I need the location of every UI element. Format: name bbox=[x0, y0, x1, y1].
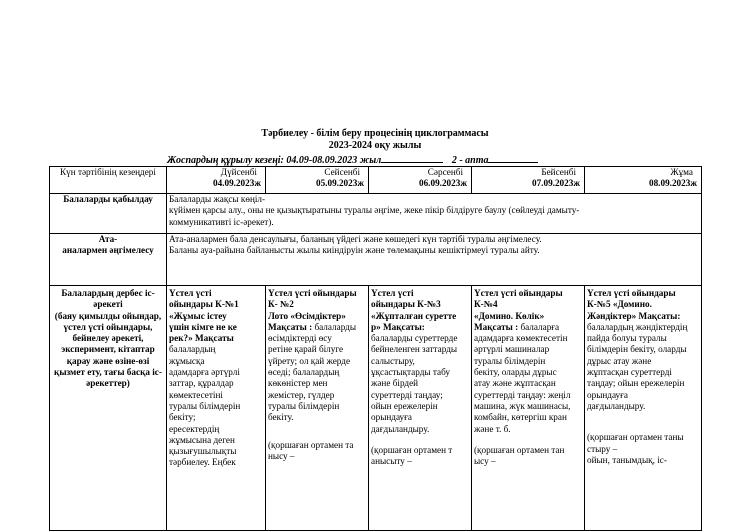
parents-row bbox=[50, 234, 702, 286]
activity-body: балалардың жұмысқа адамдарға әртүрлі заттар, құралдар көмектесетіні туралы білімдерін бекіту; ересектердің жұмысына деген қызығушылықты тәрбиелеу. Еңбек bbox=[169, 344, 241, 468]
activity-title: Үстел үсті ойындары К-№3 «Жұпталған суретте р» Мақсаты: bbox=[371, 288, 457, 332]
day-date: 06.09.2023ж bbox=[418, 178, 467, 189]
day-header bbox=[167, 167, 266, 194]
activity-note: (қоршаған ортамен таны стыру – ойын, танымдық, іс- bbox=[587, 432, 684, 465]
day-name: Дүйсенбі bbox=[220, 167, 257, 177]
parents-text bbox=[167, 234, 702, 286]
day-name: Сәрсенбі bbox=[427, 167, 463, 177]
activity-cell-wednesday bbox=[369, 286, 472, 531]
reception-text: Балаларды жақсы көңіл- күйімен қарсы алу., оны не қызықтыратыны туралы әңгіме, жеке пікір білдіруге баулу (сөйлеуді дамыту- коммуникативті іс-әрекет). bbox=[167, 194, 702, 234]
activity-label: Балалардың дербес іс-әрекеті (баяу қимылды ойындар, үстел үсті ойындары, бейнелеу әрекеті, эксперимент, кітаптар қарау және өзіне-өзі қызмет ету, тағы басқа іс-әрекеттер) bbox=[50, 286, 167, 531]
activity-note: (қоршаған ортамен т анысыту – bbox=[371, 444, 453, 467]
day-date: 07.09.2023ж bbox=[531, 178, 580, 189]
document-title: Тәрбиелеу - білім беру процесінің циклограммасы bbox=[261, 128, 489, 139]
reception-label: Балаларды қабылдау bbox=[50, 194, 167, 234]
day-date: 08.09.2023ж bbox=[648, 178, 697, 189]
header-row bbox=[50, 167, 702, 194]
plan-period bbox=[167, 153, 538, 166]
day-header bbox=[369, 167, 472, 194]
activity-note: (қоршаған ортамен та нысу – bbox=[268, 439, 354, 461]
blank-line bbox=[381, 153, 443, 163]
parents-text-line: Баланы ауа-райына байланысты жылы киіндіруін және төлемақыны кешіктірмеуі туралы айту. bbox=[169, 245, 540, 256]
activity-cell-monday bbox=[167, 286, 266, 531]
activity-cell-friday bbox=[585, 286, 702, 531]
parents-label: Ата- аналармен әңгімелесу bbox=[50, 234, 167, 286]
day-name: Сейсенбі bbox=[324, 167, 360, 177]
day-date: 04.09.2023ж bbox=[212, 178, 261, 189]
activity-title: Үстел үсті ойындары К-№5 «Домино. Жәндіктер» Мақсаты: bbox=[587, 288, 681, 321]
activity-title: Үстел үсті ойындары К- №2 Лото «Өсімдіктер» Мақсаты : bbox=[268, 288, 357, 332]
day-name: Жұма bbox=[670, 167, 693, 177]
activity-body: балалардың жәндіктердің пайда болуы туралы білімдерін бекіту, оларды дұрыс атау және жұптасқан суреттерді таңдау; ойын ережелерін орындауға дағдыландыру. bbox=[587, 321, 688, 411]
activity-body: балаларды суреттерде бейнеленген заттарды салыстыру, ұқсастықтарды табу және бірдей суреттерді таңдау; ойын ережелерін орындауға дағдыландыру. bbox=[371, 333, 458, 434]
day-name: Бейсенбі bbox=[541, 167, 576, 177]
blank-line bbox=[488, 153, 538, 163]
academic-year: 2023-2024 оқу жылы bbox=[328, 140, 422, 151]
day-header bbox=[585, 167, 702, 194]
plan-period-label: Жоспардың құрылу кезеңі: 04.09-08.09.2023 жыл bbox=[167, 155, 382, 166]
activity-title: Үстел үсті ойындары К-№1 «Жұмыс істеу үшін кімге не ке рек?» Мақсаты bbox=[169, 288, 239, 344]
activity-body: балаларды өсімдіктерді өсу ретіне қарай білуге үйрету; ол қай жерде өседі; балалардың көкөністер мен жемістер, гүлдер туралы білімдерін бекіту. bbox=[268, 321, 357, 423]
week-label: 2 - апта bbox=[451, 155, 489, 166]
reception-row bbox=[50, 194, 702, 234]
activity-body: балаларға адамдарға көмектесетін әртүрлі машиналар туралы білімдерін бекіту, оларды дұрыс атау және жұптасқан суреттерді таңдау: жеңіл машина, жүк машинасы, комбайн, көтергіш кран және т. б. bbox=[474, 321, 571, 434]
day-date: 05.09.2023ж bbox=[315, 178, 364, 189]
activity-cell-thursday bbox=[472, 286, 585, 531]
header-label: Күн тәртібінің кезеңдері bbox=[50, 167, 167, 194]
activity-note: (қоршаған ортамен тан ысу – bbox=[474, 444, 565, 467]
day-header bbox=[472, 167, 585, 194]
parents-text-line: Ата-аналармен бала денсаулығы, баланың үйдегі және көшедегі күн тәртібі туралы әңгімелесу. bbox=[169, 234, 542, 244]
activity-cell-tuesday bbox=[266, 286, 369, 531]
activity-row bbox=[50, 286, 702, 531]
day-header bbox=[266, 167, 369, 194]
cyclogram-table bbox=[49, 166, 702, 531]
activity-title: Үстел үсті ойындары К-№4 «Домино. Көлік» Мақсаты : bbox=[474, 288, 563, 332]
